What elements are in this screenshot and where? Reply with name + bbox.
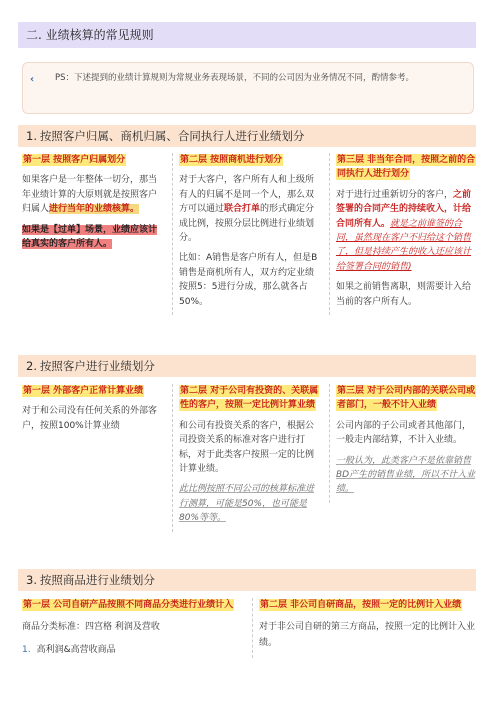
section2-col2-text: 和公司有投资关系的客户，根据公司投资关系的标准对客户进行打标，对于此类客户按照一定的比例计算业绩。	[179, 420, 315, 474]
section1-title: 按照客户归属、商机归属、合同执行人进行业绩划分	[39, 129, 305, 143]
section2-col2-italic-note: 此比例按照不同公司的核算标准进行测算，可能是50%，也可能是80%等等。	[179, 484, 315, 524]
section1-col1-text: 如果客户是一年整体一切分，那当年业绩计算的大原则就是按照客户归属人	[22, 175, 158, 215]
section2-header	[18, 355, 476, 377]
section1-header	[18, 125, 476, 147]
section3-header	[18, 569, 476, 591]
section1-col2-tag: 第二层 按照商机进行划分	[180, 155, 283, 165]
section1-col2-text-a: 对于大客户，客户所有人和上级所有人的归属不是同一个人，那么双方可以通过	[179, 175, 315, 215]
section1-col2-example: 比如：A销售是客户所有人，但是B销售是商机所有人，双方约定业绩按照5：5进行分成，那么就各占50%。	[179, 253, 318, 307]
section1-col1-highlight: 进行当年的业绩核算。	[49, 204, 140, 215]
section1-col3-text: 对于进行过重新切分的客户，	[336, 189, 454, 200]
section2-col3-italic-note: 一般认为，此类客户不是依靠销售BD产生的销售业绩，所以不计入业绩。	[336, 455, 476, 495]
ps-note-box	[22, 62, 474, 114]
section1-col1-note: 如果是【过单】场景，业绩应该计给真实的客户所有人。	[22, 224, 158, 249]
section1-number: 1.	[26, 129, 37, 143]
section2-col3-tag: 第三层 对于公司内部的关联公司或者部门，一般不计入业绩	[337, 386, 476, 411]
section3-title: 按照商品进行业绩划分	[39, 573, 155, 587]
section2-col1-text: 对于和公司没有任何关系的外部客户，按照100%计算业绩	[22, 406, 158, 431]
section2-col2	[172, 384, 320, 532]
section1-col3	[329, 153, 477, 315]
section2-number: 2.	[26, 359, 37, 373]
page-title-bar	[18, 22, 476, 48]
section3-col1	[22, 598, 244, 665]
section1-col3-highlight: 之前签署的合同产生的持续收入，计给合同所有人。	[336, 189, 472, 229]
section2-col3	[329, 384, 477, 503]
section3-col2-tag: 第二层 非公司自研商品，按照一定的比例计入业绩	[260, 600, 462, 610]
section3-list-text: 高利润&高营收商品	[36, 644, 116, 655]
section1-col1	[22, 153, 162, 257]
section1-col3-text-2: 如果之前销售离职，则需要计入给当前的客户所有人。	[336, 282, 472, 307]
section1-col2-highlight: 联合打单	[224, 204, 261, 215]
section1-col2-text-b: 的形式确定分成比例，按照分层比例进行业绩划分。	[179, 204, 315, 243]
section1-col2	[172, 153, 320, 315]
section1-col3-italic-note: 就是之前谁签的合同，虽然现在客户不归给这个销售了，但是持续产生的收入还应该计给签署合同的销售)	[336, 218, 472, 272]
section2-col2-tag: 第二层 对于公司有投资的、关联属性的客户，按照一定比例计算业绩	[180, 386, 319, 411]
section3-col1-text: 商品分类标准：四宫格 利润及营收	[22, 622, 160, 633]
section3-col2	[252, 598, 476, 658]
section2-col1-tag: 第一层 外部客户正常计算业绩	[23, 386, 144, 396]
section3-number: 3.	[26, 573, 37, 587]
section3-list-number: 1.	[22, 644, 31, 655]
section2-col3-text: 公司内部的子公司或者其他部门，一般走内部结算，不计入业绩。	[336, 420, 472, 446]
section1-col1-tag: 第一层 按照客户归属划分	[23, 155, 126, 165]
section3-col1-tag: 第一层 公司自研产品按照不同商品分类进行业绩计入	[23, 600, 234, 610]
section2-col1	[22, 384, 162, 439]
section1-col3-tag: 第三层 非当年合同，按照之前的合同执行人进行划分	[337, 155, 476, 180]
quote-icon: ‹	[30, 74, 35, 85]
section3-col2-text: 对于非公司自研的第三方商品，按照一定的比例计入业绩。	[259, 622, 476, 648]
page-title: 二. 业绩核算的常见规则	[26, 28, 154, 42]
ps-note-text: PS：下述提到的业绩计算规则为常规业务表现场景，不同的公司因为业务情况不同，酌情参考。	[55, 73, 415, 83]
section2-title: 按照客户进行业绩划分	[39, 359, 155, 373]
